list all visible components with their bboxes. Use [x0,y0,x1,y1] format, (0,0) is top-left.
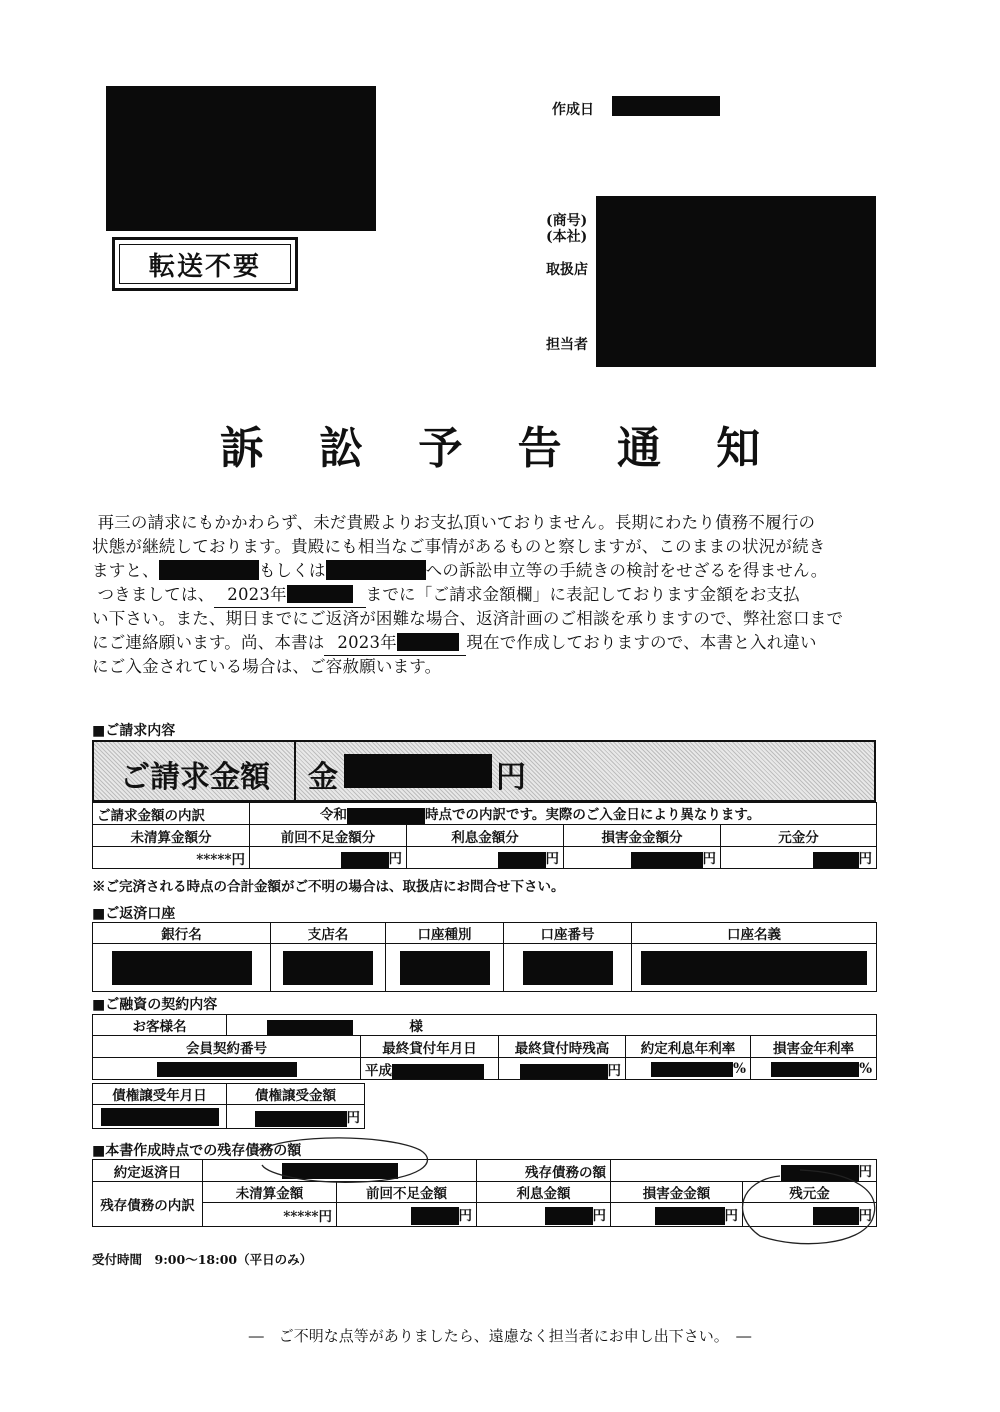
remaining-debt-table [92,1159,877,1227]
col-r-interest: 利息金額 [477,1182,611,1203]
billing-amount-suffix: 円 [496,760,526,795]
remaining-debt-value [611,1160,877,1182]
due-date-label: 約定返済日 [93,1160,203,1182]
val-r-unsettled: *****円 [203,1203,337,1227]
redacted-value [655,1207,725,1225]
account-holder-value [632,944,877,992]
transfer-amount-label: 債権譲受金額 [227,1084,365,1105]
body-line-5 [92,607,862,631]
redacted-value [400,951,490,985]
document-title: 訴 訟 予 告 通 知 [219,423,781,474]
breakdown-label: ご請求金額の内訳 [93,803,250,825]
honorific: 様 [409,1019,423,1035]
deadline-redacted [287,585,353,603]
last-loan-balance-value [499,1058,626,1080]
breakdown-note-cell [250,803,877,825]
redacted-value [781,1165,859,1181]
body-line-2-text: 状態が継続しております。貴殿にも相当なご事情があるものと察しますが、このままの状況が続き [92,537,826,556]
col-principal: 元金分 [721,825,877,847]
val-principal [721,847,877,869]
member-no-label: 会員契約番号 [93,1036,361,1058]
billing-amount-redacted [344,754,492,788]
account-type-value [386,944,504,992]
transfer-date-value [93,1105,227,1129]
col-r-previous-shortfall: 前回不足金額 [337,1182,477,1203]
footer-message: ― ご不明な点等がありましたら、遠慮なく担当者にお申し出下さい。 ― [248,1327,752,1345]
redacted-value [411,1207,459,1225]
col-account-number: 口座番号 [504,923,632,944]
repayment-section-title: ■ご返済口座 [92,906,176,922]
yen-unit: 円 [545,851,559,868]
billing-amount-box [92,740,876,802]
redacted-value [520,1064,608,1079]
breakdown-date-redacted [347,808,425,824]
created-date-inline-redacted [397,633,459,651]
business-hours: 受付時間 9:00～18:00（平日のみ） [92,1252,313,1267]
percent-unit: % [733,1060,746,1077]
col-bank-name: 銀行名 [93,923,271,944]
body-line-3b: もしくは [258,561,326,580]
redacted-value [651,1062,733,1077]
breakdown-era: 令和 [320,807,347,824]
last-loan-date-redacted [392,1064,484,1079]
val-damages [564,847,721,869]
redacted-value [545,1207,593,1225]
bank-name-value [93,944,271,992]
breakdown-note: 時点での内訳です。実際のご入金日により異なります。 [425,807,761,824]
created-as-of-date [324,631,466,656]
contract-table-bottom [92,1083,365,1129]
billing-breakdown-table [92,802,877,869]
redacted-value [341,852,389,868]
due-date-redacted [282,1163,398,1179]
staff-label: 担当者 [546,337,588,353]
head-office-label: (本社) [546,229,588,245]
trade-name-label: (商号) [546,213,588,229]
body-line-6 [92,631,862,656]
member-no-value [93,1058,361,1080]
yen-unit: 円 [607,1062,621,1079]
yen-unit: 円 [458,1207,472,1224]
body-line-7 [92,655,862,679]
body-line-3a: ますと、 [92,561,159,580]
col-account-type: 口座種別 [386,923,504,944]
body-line-4b: までに「ご請求金額欄」に表記しております金額をお支払 [365,585,800,604]
customer-value [227,1015,877,1036]
col-unsettled: 未清算金額分 [93,825,250,847]
body-line-6a: にご連絡願います。尚、本書は [92,633,325,652]
val-r-interest [477,1203,611,1227]
billing-amount-divider [294,742,296,800]
contract-section-title: ■ご融資の契約内容 [92,997,218,1013]
body-line-2 [92,535,862,559]
billing-amount-prefix: 金 [308,760,338,795]
redacted-value [631,852,703,868]
val-unsettled: *****円 [93,847,250,869]
redacted-value [101,1108,219,1126]
created-date-redacted [612,96,720,116]
yen-unit: 円 [592,1207,606,1224]
redacted-value [498,852,546,868]
col-branch-name: 支店名 [271,923,386,944]
col-r-unsettled: 未清算金額 [203,1182,337,1203]
val-r-damages [611,1203,743,1227]
stamp-text: 転送不要 [119,244,291,284]
sender-address-redacted [106,86,376,231]
body-line-7-text: にご入金されている場合は、ご容赦願います。 [92,657,442,676]
damage-rate-value [751,1058,877,1080]
body-line-1 [92,511,862,535]
redacted-value [813,852,859,868]
col-r-damages: 損害金金額 [611,1182,743,1203]
redacted-value [255,1111,347,1127]
created-date-label: 作成日 [552,102,594,118]
val-previous-shortfall [250,847,407,869]
branch-label: 取扱店 [546,262,588,278]
due-date-value [203,1160,477,1182]
transfer-amount-value [227,1105,365,1129]
repayment-account-table [92,922,877,992]
redacted-value [283,951,373,985]
percent-unit: % [859,1060,873,1077]
customer-name-redacted [267,1020,353,1035]
body-line-3 [92,559,862,583]
val-interest [407,847,564,869]
account-number-value [504,944,632,992]
body-line-3c: への訴訟申立等の手続きの検討をせざるを得ません。 [425,561,828,580]
redacted-value [813,1207,859,1225]
body-line-6b: 現在で作成しておりますので、本書と入れ違い [466,633,817,652]
damage-rate-label: 損害金年利率 [751,1036,877,1058]
col-interest: 利息金額分 [407,825,564,847]
redacted-value [112,951,252,985]
yen-unit: 円 [702,851,716,868]
billing-amount-label: ご請求金額 [120,760,270,795]
interest-rate-value [626,1058,751,1080]
court-name-2-redacted [326,560,426,580]
interest-rate-label: 約定利息年利率 [626,1036,751,1058]
yen-unit: 円 [858,1164,872,1181]
body-line-1-text: 再三の請求にもかかわらず、未だ貴殿よりお支払頂いておりません。長期にわたり債務不履行の [97,513,816,532]
era-heisei: 平成 [365,1062,392,1079]
yen-unit: 円 [724,1207,738,1224]
body-line-4a: つきましては、 [97,585,215,604]
member-no-redacted [157,1062,297,1077]
deadline-year: 2023年 [227,585,287,604]
col-previous-shortfall: 前回不足金額分 [250,825,407,847]
billing-section-title: ■ご請求内容 [92,723,176,739]
redacted-value [771,1062,859,1077]
yen-unit: 円 [858,1207,872,1224]
last-loan-date-label: 最終貸付年月日 [361,1036,499,1058]
transfer-date-label: 債権譲受年月日 [93,1084,227,1105]
redacted-value [523,951,613,985]
remaining-breakdown-label: 残存債務の内訳 [93,1182,203,1227]
contract-table-top [92,1014,877,1080]
body-line-4 [92,583,862,608]
branch-name-value [271,944,386,992]
body-line-5-text: い下さい。また、期日までにご返済が困難な場合、返済計画のご相談を承りますので、弊社窓口まで [92,609,844,628]
created-year: 2023年 [337,633,397,652]
last-loan-balance-label: 最終貸付時残高 [499,1036,626,1058]
col-account-holder: 口座名義 [632,923,877,944]
company-info-redacted [596,196,876,367]
no-forwarding-stamp [112,237,298,291]
court-name-redacted [159,560,259,580]
remaining-debt-label: 残存債務の額 [477,1160,611,1182]
yen-unit: 円 [346,1110,360,1127]
col-r-remaining-principal: 残元金 [743,1182,877,1203]
redacted-value [641,951,867,985]
val-r-previous-shortfall [337,1203,477,1227]
last-loan-date-value [361,1058,499,1080]
billing-note: ※ご完済される時点の合計金額がご不明の場合は、取扱店にお問合せ下さい。 [92,879,565,895]
val-r-remaining-principal [743,1203,877,1227]
customer-label: お客様名 [93,1015,227,1036]
yen-unit: 円 [388,851,402,868]
deadline-date [214,583,365,608]
remaining-section-title: ■本書作成時点での残存債務の額 [92,1143,302,1159]
col-damages: 損害金金額分 [564,825,721,847]
yen-unit: 円 [858,851,873,868]
